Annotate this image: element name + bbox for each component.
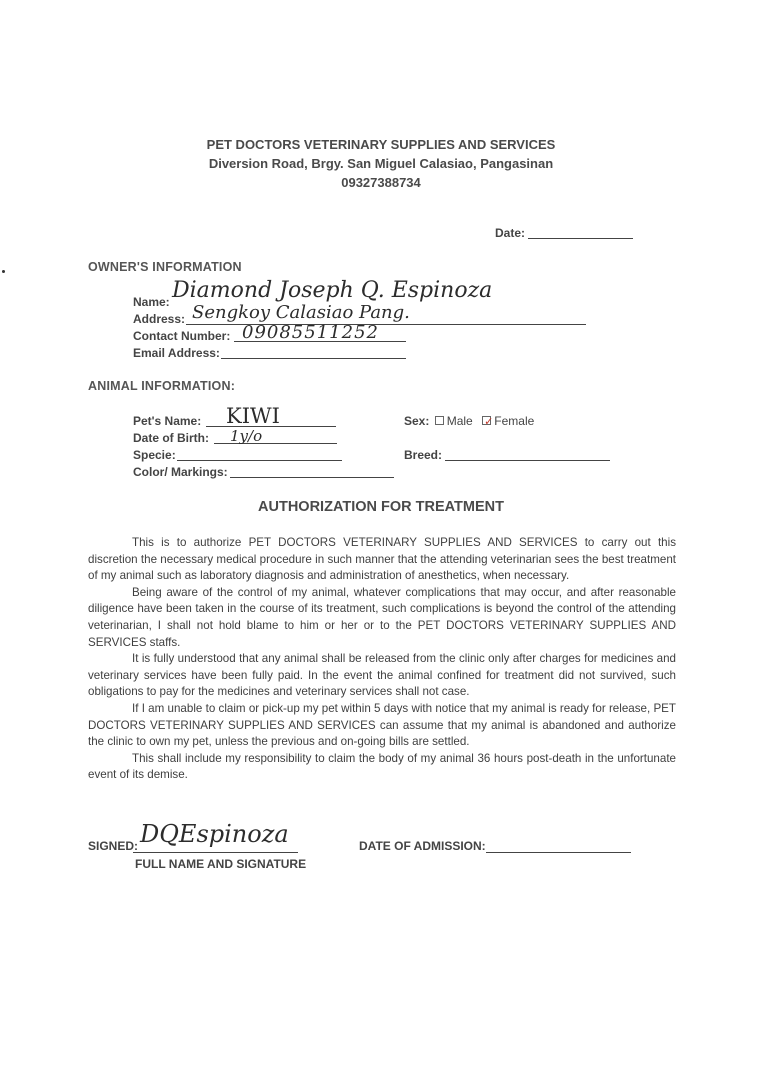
- pet-name-label: Pet's Name:: [133, 414, 202, 428]
- owner-address-value: Sengkoy Calasiao Pang.: [192, 302, 410, 323]
- date-of-admission-label: DATE OF ADMISSION:: [359, 839, 486, 853]
- date-field[interactable]: [528, 238, 633, 239]
- signature-value: DQEspinoza: [140, 820, 289, 848]
- specie-field[interactable]: [177, 460, 342, 461]
- dob-label: Date of Birth:: [133, 431, 209, 445]
- date-of-admission-field[interactable]: [486, 852, 631, 853]
- owner-name-value: Diamond Joseph Q. Espinoza: [172, 278, 493, 303]
- authorization-title: AUTHORIZATION FOR TREATMENT: [258, 499, 504, 515]
- signature-sub-label: FULL NAME AND SIGNATURE: [135, 857, 307, 871]
- pet-name-value: KIWI: [226, 404, 280, 428]
- scan-speck: [2, 270, 5, 273]
- date-label: Date:: [495, 226, 526, 240]
- sex-male-checkbox[interactable]: [435, 416, 444, 425]
- authorization-paragraph: This is to authorize PET DOCTORS VETERINARY SUPPLIES AND SERVICES to carry out this discretion the necessary medical procedure in such manner that the attending veterinarian sees the best treatment of my animal such as laboratory diagnosis and administration of anesthetics, when necessary.: [88, 536, 676, 583]
- breed-field[interactable]: [445, 460, 610, 461]
- authorization-body: [88, 535, 676, 784]
- color-markings-label: Color/ Markings:: [133, 465, 228, 479]
- company-address: Diversion Road, Brgy. San Miguel Calasiao, Pangasinan: [208, 156, 554, 171]
- sex-field: [404, 414, 534, 428]
- authorization-paragraph: If I am unable to claim or pick-up my pet within 5 days with notice that my animal is ready for release, PET DOCTORS VETERINARY SUPPLIES AND SERVICES can assume that my animal is abandoned and authorize the clinic to own my pet, unless the previous and on-going bills are settled.: [88, 701, 676, 749]
- company-phone: 09327388734: [341, 175, 421, 190]
- animal-section-title: ANIMAL INFORMATION:: [88, 379, 236, 393]
- contact-number-value: 09085511252: [242, 322, 379, 343]
- sex-male-label: Male: [446, 414, 473, 428]
- owner-section-title: OWNER'S INFORMATION: [88, 260, 242, 274]
- signature-field[interactable]: [133, 852, 298, 853]
- specie-label: Specie:: [133, 448, 176, 462]
- signed-label: SIGNED:: [88, 839, 139, 853]
- authorization-paragraph: This shall include my responsibility to claim the body of my animal 36 hours post-death in the unfortunate event of its demise.: [88, 751, 676, 782]
- sex-female-label: Female: [494, 414, 535, 428]
- sex-label: Sex:: [404, 414, 430, 428]
- authorization-paragraph: It is fully understood that any animal shall be released from the clinic only after charges for medicines and veterinary services have been fully paid. In the event the animal confined for treatment did not survived, such obligations to pay for the medicines and veterinary services shall not case.: [88, 652, 676, 699]
- email-label: Email Address:: [133, 346, 220, 360]
- authorization-paragraph: Being aware of the control of my animal, whatever complications that may occur, and after reasonable diligence have been taken in the course of its treatment, such complications is beyond the control of the attending veterinarian, I shall not hold blame to him or her or to the PET DOCTORS VETERINARY SUPPLIES AND SERVICES staffs.: [88, 585, 676, 649]
- breed-label: Breed:: [404, 448, 443, 462]
- owner-name-label: Name:: [133, 295, 170, 309]
- dob-value: 1y/o: [230, 427, 263, 445]
- email-field[interactable]: [221, 358, 406, 359]
- company-name: PET DOCTORS VETERINARY SUPPLIES AND SERVICES: [206, 137, 556, 152]
- color-markings-field[interactable]: [230, 477, 394, 478]
- contact-number-label: Contact Number:: [133, 329, 231, 343]
- check-mark-icon: ✓: [484, 416, 494, 428]
- owner-address-label: Address:: [133, 312, 186, 326]
